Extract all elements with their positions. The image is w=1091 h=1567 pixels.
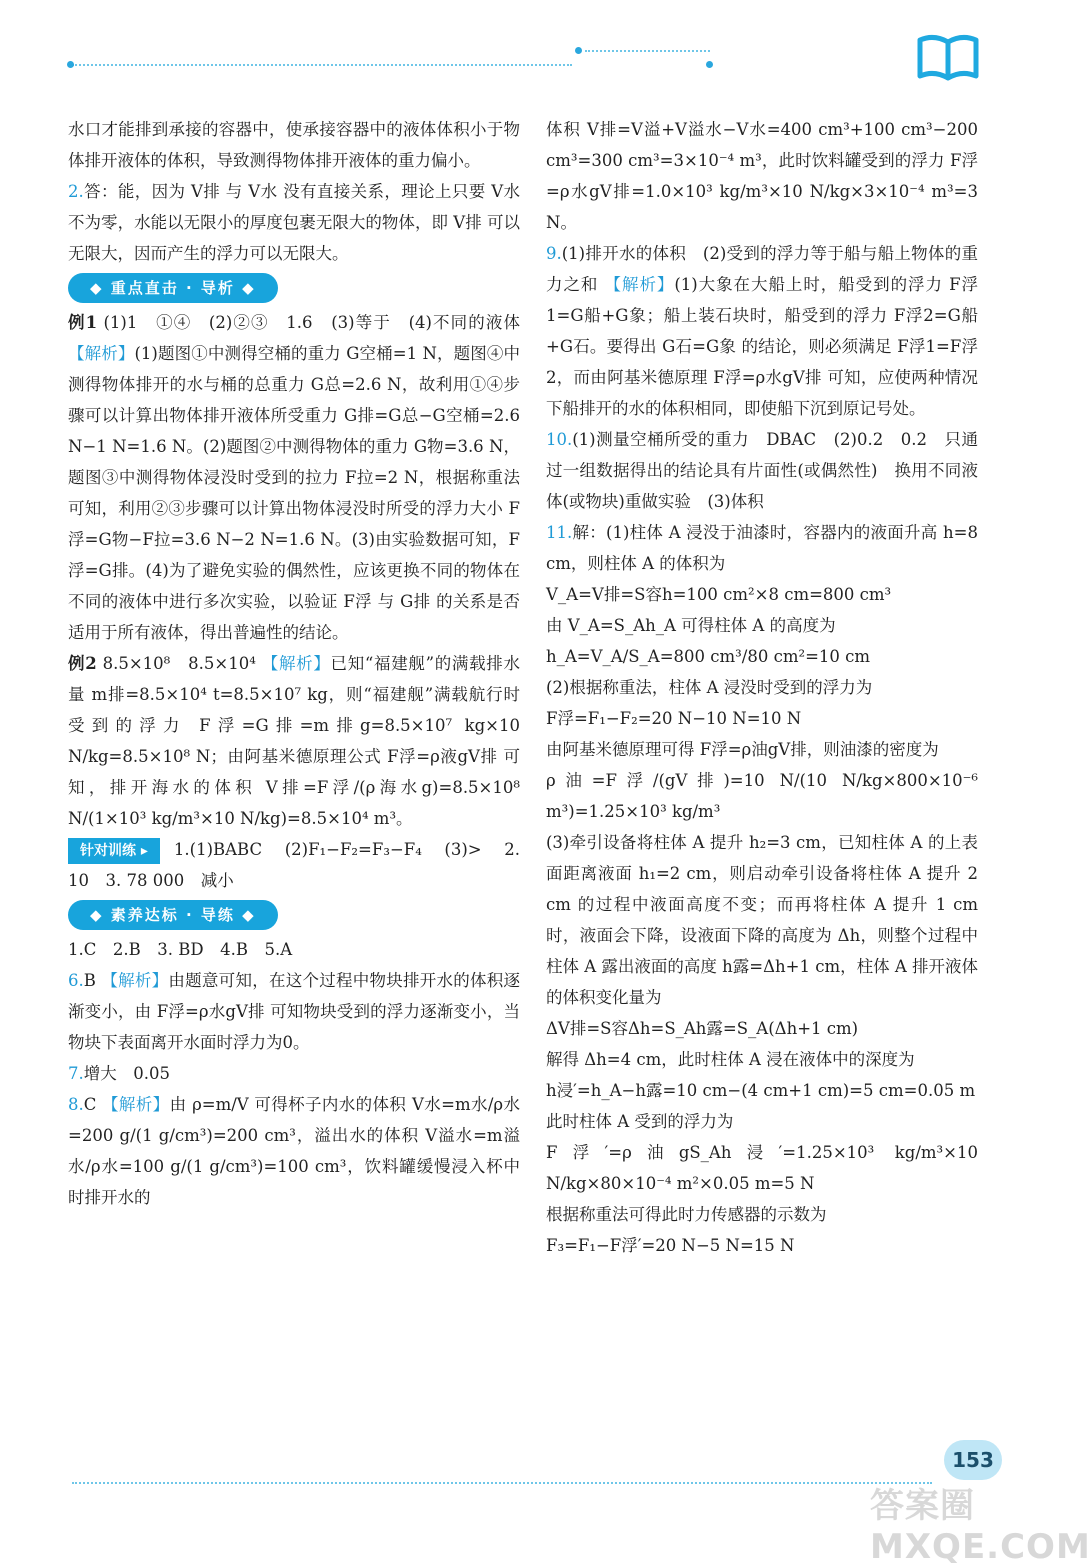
item-block bbox=[68, 176, 520, 269]
block-text: 根据称重法可得此时力传感器的示数为 bbox=[546, 1205, 827, 1224]
analysis-text: 由题意可知，在这个过程中物块排开水的体积逐渐变小，由 F浮=ρ水gV排 可知物块受到的浮力逐渐变小，当物块下表面离开水面时浮力为0。 bbox=[68, 971, 521, 1052]
equation-line bbox=[546, 703, 978, 734]
block-text: (1)1 ①④ (2)②③ 1.6 (3)等于 (4)不同的液体 bbox=[103, 313, 521, 332]
item-block bbox=[68, 965, 520, 1058]
analysis-tag: 【解析】 bbox=[604, 275, 675, 294]
block-text: (2)根据称重法，柱体 A 浸没时受到的浮力为 bbox=[546, 678, 873, 697]
section-banner: ◆ 素养达标 · 导练 ◆ bbox=[68, 900, 278, 930]
item-number: 6. bbox=[68, 971, 84, 990]
training-label: 针对训练 ▸ bbox=[68, 838, 160, 864]
block-text: 由 V_A=S_Ah_A 可得柱体 A 的高度为 bbox=[546, 616, 836, 635]
text-block bbox=[546, 672, 978, 703]
section-banner: ◆ 重点直击 · 导析 ◆ bbox=[68, 273, 278, 303]
header-dot bbox=[575, 47, 582, 54]
footer-dotted-rule bbox=[72, 1482, 932, 1484]
block-text: B bbox=[83, 971, 96, 990]
block-text: ΔV排=S容Δh=S_Ah露=S_A(Δh+1 cm) bbox=[546, 1019, 859, 1038]
analysis-text: 已知“福建舰”的满载排水量 m排=8.5×10⁴ t=8.5×10⁷ kg，则“福建舰”满载航行时受到的浮力 F浮=G排=m排g=8.5×10⁷ kg×10 N/kg=8.5×10⁸ N；由阿基米德原理公式 F浮=ρ液gV排 可知，排开海水的体积 V排=F浮/(ρ海水g)=8.5×10⁸ N/(1×10³ kg/m³×10 N/kg)=8.5×10⁴ m³。 bbox=[68, 654, 520, 828]
example-label: 例2 bbox=[68, 654, 97, 673]
header-dot bbox=[67, 61, 74, 68]
equation-line bbox=[546, 641, 978, 672]
block-text: V_A=V排=S容h=100 cm²×8 cm=800 cm³ bbox=[546, 585, 892, 604]
item-number: 10. bbox=[546, 430, 573, 449]
text-block bbox=[546, 1199, 978, 1230]
item-block bbox=[546, 517, 978, 579]
block-text: 解得 Δh=4 cm，此时柱体 A 浸在液体中的深度为 bbox=[546, 1050, 915, 1069]
block-text: C bbox=[83, 1095, 97, 1114]
block-text: 体积 V排=V溢+V溢水−V水=400 cm³+100 cm³−200 cm³=300 cm³=3×10⁻⁴ m³，此时饮料罐受到的浮力 F浮=ρ水gV排=1.0×10³ kg/m³×10 N/kg×3×10⁻⁴ m³=3 N。 bbox=[546, 120, 978, 232]
text-block bbox=[546, 827, 978, 1013]
block-text: 8.5×10⁸ 8.5×10⁴ bbox=[102, 654, 256, 673]
block-text: 此时柱体 A 受到的浮力为 bbox=[546, 1112, 734, 1131]
block-text: (1)测量空桶所受的重力 DBAC (2)0.2 0.2 只通过一组数据得出的结论具有片面性(或偶然性) 换用不同液体(或物块)重做实验 (3)体积 bbox=[546, 430, 978, 511]
block-text: ρ油=F浮/(gV排)=10 N/(10 N/kg×800×10⁻⁶ m³)=1.25×10³ kg/m³ bbox=[546, 771, 978, 821]
analysis-tag: 【解析】 bbox=[68, 344, 135, 363]
analysis-text: (1)题图①中测得空桶的重力 G空桶=1 N，题图④中测得物体排开的水与桶的总重力 G总=2.6 N，故利用①④步骤可以计算出物体排开液体所受重力 G排=G总−G空桶=2.6 N−1 N=1.6 N。(2)题图②中测得物体的重力 G物=3.6 N，题图③中测得物体浸没时受到的拉力 F拉=2 N，根据称重法可知，利用②③步骤可以计算出物体浸没时所受的浮力大小 F浮=G物−F拉=3.6 N−2 N=1.6 N。(3)由实验数据可知，F浮=G排。(4)为了避免实验的偶然性，应该更换不同的物体在不同的液体中进行多次实验，以验证 F浮 与 G排 的关系是否适用于所有液体，得出普遍性的结论。 bbox=[68, 344, 521, 642]
header-dotted-rule bbox=[72, 64, 572, 66]
block-text: F浮=F₁−F₂=20 N−10 N=10 N bbox=[546, 709, 802, 728]
text-block bbox=[546, 1106, 978, 1137]
block-text: 增大 0.05 bbox=[83, 1064, 170, 1083]
block-text: 1.C 2.B 3. BD 4.B 5.A bbox=[68, 940, 293, 959]
text-block bbox=[68, 934, 520, 965]
equation-line bbox=[546, 1075, 978, 1106]
block-text: h浸′=h_A−h露=10 cm−(4 cm+1 cm)=5 cm=0.05 m bbox=[546, 1081, 976, 1100]
analysis-text: (1)大象在大船上时，船受到的浮力 F浮1=G船+G象；船上装石块时，船受到的浮力 F浮2=G船+G石。要得出 G石=G象 的结论，则必须满足 F浮1=F浮2，而由阿基米德原理 F浮=ρ水gV排 可知，应使两种情况下船排开的水的体积相同，即使船下沉到原记号处。 bbox=[546, 275, 979, 418]
page-number: 153 bbox=[944, 1440, 1002, 1480]
analysis-tag: 【解析】 bbox=[261, 654, 331, 673]
block-text: 解：(1)柱体 A 浸没于油漆时，容器内的液面升高 h=8 cm，则柱体 A 的体积为 bbox=[546, 523, 978, 573]
block-text: F₃=F₁−F浮′=20 N−5 N=15 N bbox=[546, 1236, 795, 1255]
text-block bbox=[68, 114, 520, 176]
equation-line bbox=[546, 579, 978, 610]
text-block bbox=[546, 610, 978, 641]
block-text: h_A=V_A/S_A=800 cm³/80 cm²=10 cm bbox=[546, 647, 871, 666]
text-block bbox=[546, 1044, 978, 1075]
block-text: 答：能，因为 V排 与 V水 没有直接关系，理论上只要 V水 不为零，水能以无限小的厚度包裹无限大的物体，即 V排 可以无限大，因而产生的浮力可以无限大。 bbox=[68, 182, 520, 263]
right-column bbox=[546, 114, 978, 1261]
text-block bbox=[546, 734, 978, 765]
block-text: F浮′=ρ油gS_Ah浸′=1.25×10³ kg/m³×10 N/kg×80×10⁻⁴ m²×0.05 m=5 N bbox=[546, 1143, 978, 1193]
item-block bbox=[68, 1089, 520, 1213]
training-block bbox=[68, 834, 520, 896]
example-block bbox=[68, 648, 520, 834]
block-text: (3)牵引设备将柱体 A 提升 h₂=3 cm，已知柱体 A 的上表面距离液面 h₁=2 cm，则启动牵引设备将柱体 A 提升 2 cm 的过程中液面高度不变；而再将柱体 A 提升 1 cm 时，液面会下降，设液面下降的高度为 Δh，则整个过程中柱体 A 露出液面的高度 h露=Δh+1 cm，柱体 A 排开液体的体积变化量为 bbox=[546, 833, 979, 1007]
text-block bbox=[546, 114, 978, 238]
equation-line bbox=[546, 1230, 978, 1261]
analysis-tag: 【解析】 bbox=[102, 1095, 170, 1114]
item-block bbox=[68, 1058, 520, 1089]
header-dot bbox=[706, 61, 713, 68]
block-text: (1)排开水的体积 (2)受到的浮力等于船与船上物体的重力之和 bbox=[546, 244, 978, 294]
analysis-text: 由 ρ=m/V 可得杯子内水的体积 V水=m水/ρ水=200 g/(1 g/cm³)=200 cm³，溢出水的体积 V溢水=m溢水/ρ水=100 g/(1 g/cm³)=100 cm³，饮料罐缓慢浸入杯中时排开水的 bbox=[68, 1095, 521, 1207]
example-label: 例1 bbox=[68, 313, 98, 332]
header-dotted-rule-right bbox=[585, 50, 710, 52]
item-block bbox=[546, 424, 978, 517]
item-block bbox=[546, 238, 978, 424]
left-column bbox=[68, 114, 520, 1213]
block-text: 1.(1)BABC (2)F₁−F₂=F₃−F₄ (3)> 2. 10 3. 78 000 减小 bbox=[68, 840, 520, 890]
book-icon bbox=[916, 34, 980, 82]
equation-line bbox=[546, 765, 978, 827]
analysis-tag: 【解析】 bbox=[101, 971, 169, 990]
example-block bbox=[68, 307, 520, 648]
item-number: 7. bbox=[68, 1064, 84, 1083]
equation-line bbox=[546, 1137, 978, 1199]
item-number: 2. bbox=[68, 182, 84, 201]
item-number: 11. bbox=[546, 523, 573, 542]
item-number: 9. bbox=[546, 244, 562, 263]
watermark: 答案圈 MXQE.COM bbox=[870, 1486, 1091, 1567]
item-number: 8. bbox=[68, 1095, 84, 1114]
block-text: 由阿基米德原理可得 F浮=ρ油gV排，则油漆的密度为 bbox=[546, 740, 939, 759]
block-text: 水口才能排到承接的容器中，使承接容器中的液体体积小于物体排开液体的体积，导致测得物体排开液体的重力偏小。 bbox=[68, 120, 520, 170]
equation-line bbox=[546, 1013, 978, 1044]
